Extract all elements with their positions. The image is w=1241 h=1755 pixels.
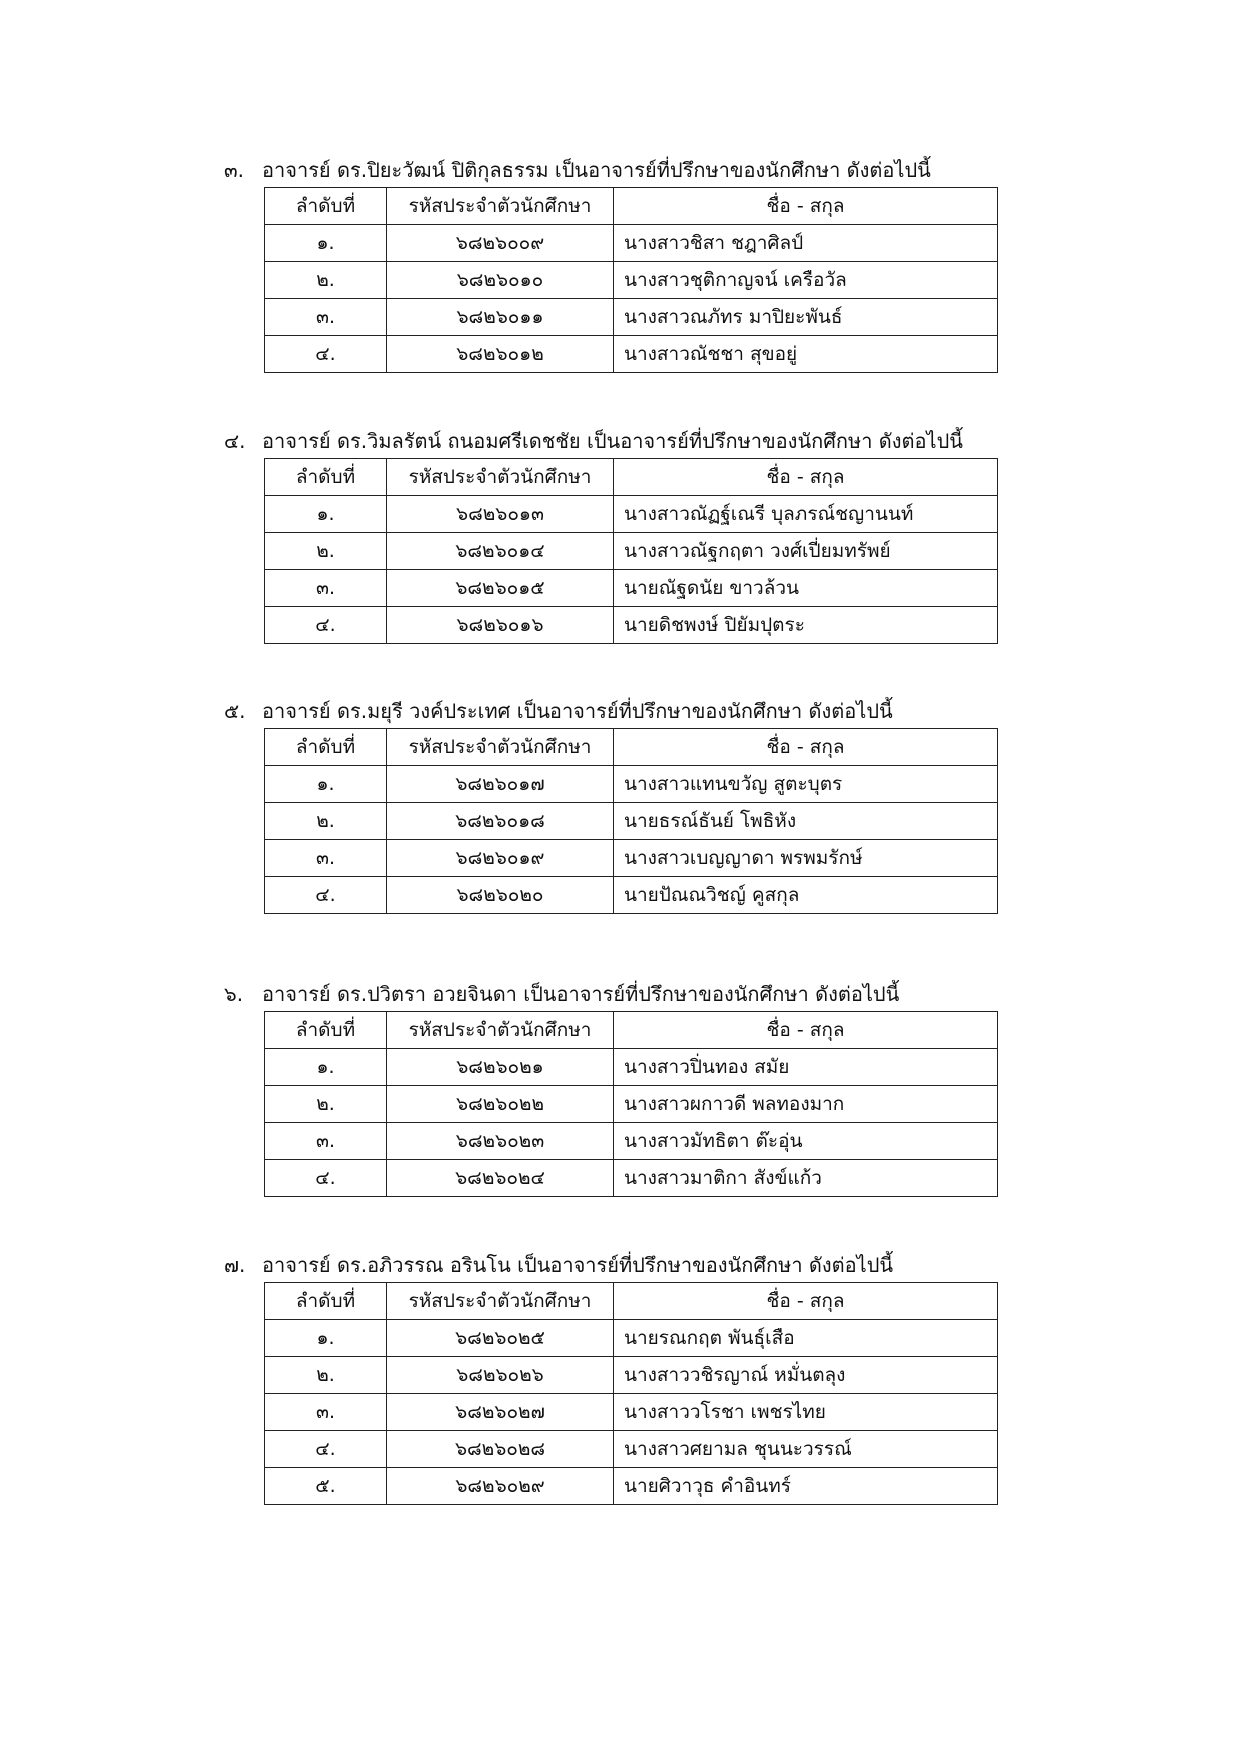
column-header-order: ลำดับที่ <box>265 459 387 496</box>
advisor-section <box>224 424 1004 644</box>
cell-order: ๓. <box>265 1123 387 1160</box>
cell-order: ๔. <box>265 1431 387 1468</box>
section-heading <box>224 977 1004 1011</box>
cell-student-id: ๖๘๒๖๐๑๕ <box>387 570 614 607</box>
cell-name: นางสาวชิสา ชฎาศิลป์ <box>614 225 998 262</box>
table-row <box>265 803 998 840</box>
cell-order: ๔. <box>265 607 387 644</box>
cell-name: นางสาวชุติกาญจน์ เครือวัล <box>614 262 998 299</box>
cell-name: นายศิวาวุธ คำอินทร์ <box>614 1468 998 1505</box>
cell-student-id: ๖๘๒๖๐๒๙ <box>387 1468 614 1505</box>
cell-student-id: ๖๘๒๖๐๑๙ <box>387 840 614 877</box>
cell-student-id: ๖๘๒๖๐๑๑ <box>387 299 614 336</box>
column-header-order: ลำดับที่ <box>265 188 387 225</box>
cell-order: ๒. <box>265 803 387 840</box>
student-table <box>264 728 998 914</box>
table-row <box>265 1320 998 1357</box>
cell-student-id: ๖๘๒๖๐๑๔ <box>387 533 614 570</box>
student-table <box>264 1011 998 1197</box>
cell-order: ๑. <box>265 225 387 262</box>
column-header-name: ชื่อ - สกุล <box>614 1283 998 1320</box>
cell-student-id: ๖๘๒๖๐๑๘ <box>387 803 614 840</box>
column-header-name: ชื่อ - สกุล <box>614 729 998 766</box>
cell-student-id: ๖๘๒๖๐๒๑ <box>387 1049 614 1086</box>
section-heading <box>224 1248 1004 1282</box>
table-row <box>265 533 998 570</box>
table-row <box>265 262 998 299</box>
advisor-section <box>224 977 1004 1197</box>
section-heading <box>224 153 1004 187</box>
cell-name: นายธรณ์ธันย์ โพธิหัง <box>614 803 998 840</box>
table-row <box>265 607 998 644</box>
cell-name: นายณัฐดนัย ขาวล้วน <box>614 570 998 607</box>
cell-name: นางสาววโรชา เพชรไทย <box>614 1394 998 1431</box>
section-heading-text: อาจารย์ ดร.วิมลรัตน์ ถนอมศรีเดชชัย เป็นอาจารย์ที่ปรึกษาของนักศึกษา ดังต่อไปนี้ <box>262 429 963 453</box>
cell-student-id: ๖๘๒๖๐๒๔ <box>387 1160 614 1197</box>
section-heading-text: อาจารย์ ดร.ปิยะวัฒน์ ปิติกุลธรรม เป็นอาจารย์ที่ปรึกษาของนักศึกษา ดังต่อไปนี้ <box>262 158 931 182</box>
cell-student-id: ๖๘๒๖๐๑๖ <box>387 607 614 644</box>
column-header-name: ชื่อ - สกุล <box>614 459 998 496</box>
advisor-section <box>224 694 1004 914</box>
cell-name: นางสาวณัฏฐ์เณรี บุลภรณ์ชญานนท์ <box>614 496 998 533</box>
cell-order: ๒. <box>265 533 387 570</box>
table-row <box>265 1468 998 1505</box>
section-heading <box>224 424 1004 458</box>
cell-student-id: ๖๘๒๖๐๒๕ <box>387 1320 614 1357</box>
table-row <box>265 299 998 336</box>
cell-order: ๕. <box>265 1468 387 1505</box>
table-row <box>265 336 998 373</box>
cell-name: นายดิชพงษ์ ปิยัมปุตระ <box>614 607 998 644</box>
table-header-row <box>265 1283 998 1320</box>
cell-order: ๑. <box>265 1049 387 1086</box>
table-row <box>265 1160 998 1197</box>
section-number: ๕. <box>224 699 246 723</box>
student-table <box>264 458 998 644</box>
column-header-student-id: รหัสประจำตัวนักศึกษา <box>387 1012 614 1049</box>
cell-order: ๑. <box>265 496 387 533</box>
table-row <box>265 1049 998 1086</box>
section-heading-text: อาจารย์ ดร.อภิวรรณ อรินโน เป็นอาจารย์ที่ปรึกษาของนักศึกษา ดังต่อไปนี้ <box>262 1253 894 1277</box>
cell-student-id: ๖๘๒๖๐๐๙ <box>387 225 614 262</box>
cell-name: นางสาวมัทธิตา ต๊ะอุ่น <box>614 1123 998 1160</box>
cell-student-id: ๖๘๒๖๐๑๐ <box>387 262 614 299</box>
table-header-row <box>265 459 998 496</box>
column-header-name: ชื่อ - สกุล <box>614 1012 998 1049</box>
section-number: ๖. <box>224 982 244 1006</box>
table-row <box>265 225 998 262</box>
section-heading-text: อาจารย์ ดร.ปวิตรา อวยจินดา เป็นอาจารย์ที่ปรึกษาของนักศึกษา ดังต่อไปนี้ <box>262 982 900 1006</box>
cell-order: ๑. <box>265 1320 387 1357</box>
column-header-student-id: รหัสประจำตัวนักศึกษา <box>387 188 614 225</box>
cell-student-id: ๖๘๒๖๐๒๖ <box>387 1357 614 1394</box>
table-row <box>265 766 998 803</box>
column-header-student-id: รหัสประจำตัวนักศึกษา <box>387 1283 614 1320</box>
cell-order: ๒. <box>265 262 387 299</box>
cell-student-id: ๖๘๒๖๐๒๒ <box>387 1086 614 1123</box>
cell-order: ๒. <box>265 1086 387 1123</box>
cell-student-id: ๖๘๒๖๐๑๓ <box>387 496 614 533</box>
cell-order: ๓. <box>265 1394 387 1431</box>
section-number: ๓. <box>224 158 245 182</box>
cell-name: นางสาวศยามล ชุนนะวรรณ์ <box>614 1431 998 1468</box>
cell-order: ๔. <box>265 1160 387 1197</box>
cell-name: นางสาวณัฐกฤตา วงศ์เปี่ยมทรัพย์ <box>614 533 998 570</box>
table-row <box>265 570 998 607</box>
table-header-row <box>265 729 998 766</box>
table-row <box>265 496 998 533</box>
table-header-row <box>265 188 998 225</box>
student-table <box>264 1282 998 1505</box>
cell-order: ๔. <box>265 336 387 373</box>
table-row <box>265 1394 998 1431</box>
cell-student-id: ๖๘๒๖๐๒๘ <box>387 1431 614 1468</box>
cell-order: ๒. <box>265 1357 387 1394</box>
cell-order: ๑. <box>265 766 387 803</box>
advisor-section <box>224 1248 1004 1505</box>
cell-order: ๓. <box>265 299 387 336</box>
column-header-student-id: รหัสประจำตัวนักศึกษา <box>387 729 614 766</box>
advisor-section <box>224 153 1004 373</box>
column-header-order: ลำดับที่ <box>265 1012 387 1049</box>
column-header-student-id: รหัสประจำตัวนักศึกษา <box>387 459 614 496</box>
cell-student-id: ๖๘๒๖๐๒๓ <box>387 1123 614 1160</box>
cell-student-id: ๖๘๒๖๐๒๐ <box>387 877 614 914</box>
table-row <box>265 877 998 914</box>
column-header-order: ลำดับที่ <box>265 1283 387 1320</box>
cell-name: นางสาวเบญญาดา พรพมรักษ์ <box>614 840 998 877</box>
column-header-order: ลำดับที่ <box>265 729 387 766</box>
cell-name: นางสาวแทนขวัญ สูตะบุตร <box>614 766 998 803</box>
cell-name: นางสาวณัชชา สุขอยู่ <box>614 336 998 373</box>
table-header-row <box>265 1012 998 1049</box>
cell-student-id: ๖๘๒๖๐๒๗ <box>387 1394 614 1431</box>
table-row <box>265 1357 998 1394</box>
cell-student-id: ๖๘๒๖๐๑๒ <box>387 336 614 373</box>
cell-name: นางสาววชิรญาณ์ หมั่นตลุง <box>614 1357 998 1394</box>
cell-student-id: ๖๘๒๖๐๑๗ <box>387 766 614 803</box>
section-number: ๗. <box>224 1253 246 1277</box>
cell-name: นางสาวปิ่นทอง สมัย <box>614 1049 998 1086</box>
cell-order: ๔. <box>265 877 387 914</box>
student-table <box>264 187 998 373</box>
section-number: ๔. <box>224 429 246 453</box>
table-row <box>265 1086 998 1123</box>
table-row <box>265 840 998 877</box>
table-row <box>265 1123 998 1160</box>
cell-name: นางสาวณภัทร มาปิยะพันธ์ <box>614 299 998 336</box>
section-heading <box>224 694 1004 728</box>
section-heading-text: อาจารย์ ดร.มยุรี วงค์ประเทศ เป็นอาจารย์ที่ปรึกษาของนักศึกษา ดังต่อไปนี้ <box>262 699 893 723</box>
cell-name: นางสาวมาติกา สังข์แก้ว <box>614 1160 998 1197</box>
cell-order: ๓. <box>265 570 387 607</box>
table-row <box>265 1431 998 1468</box>
cell-name: นายปัณณวิชญ์ คูสกุล <box>614 877 998 914</box>
cell-name: นายรณกฤต พันธุ์เสือ <box>614 1320 998 1357</box>
cell-name: นางสาวผกาวดี พลทองมาก <box>614 1086 998 1123</box>
cell-order: ๓. <box>265 840 387 877</box>
column-header-name: ชื่อ - สกุล <box>614 188 998 225</box>
